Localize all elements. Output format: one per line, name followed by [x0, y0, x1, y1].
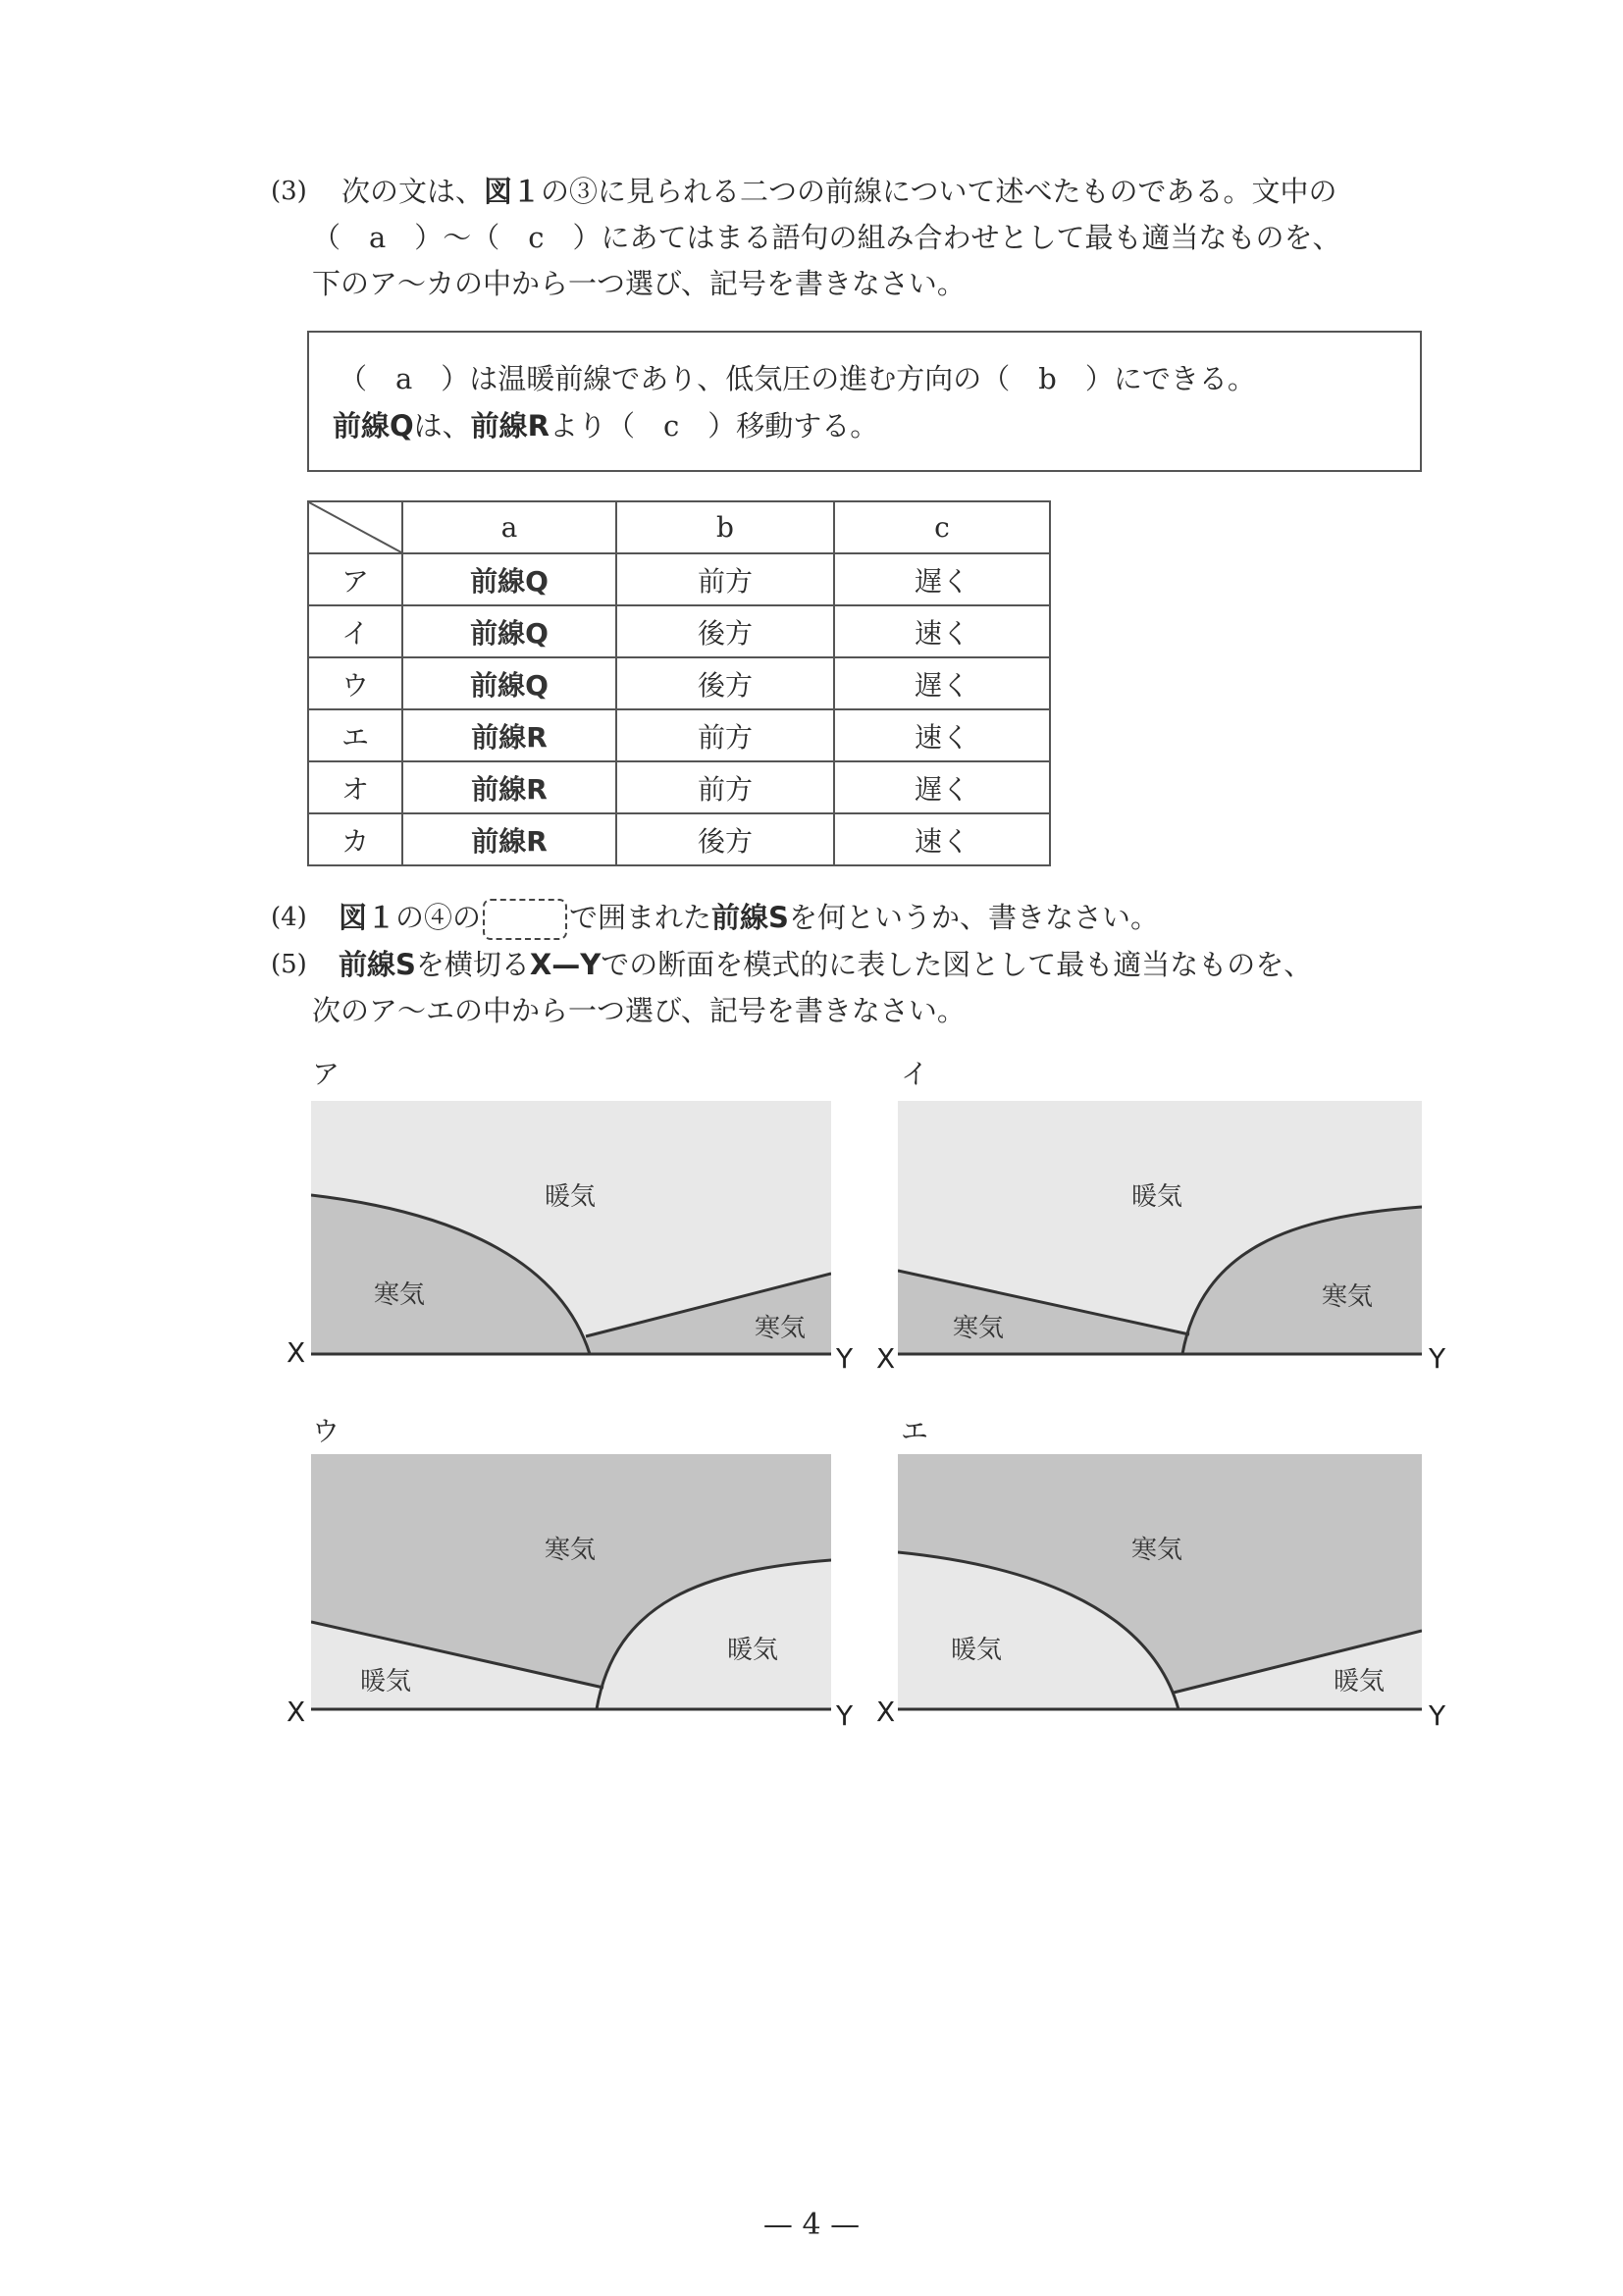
cross-section-e [898, 1454, 1422, 1711]
table-header-row [308, 501, 1050, 553]
row-a: 前線Q [402, 605, 616, 657]
front-r-label: 前線R [470, 409, 550, 443]
figure-label-e: エ [901, 1415, 929, 1447]
row-key: オ [308, 761, 402, 813]
q3-statement-box [307, 331, 1422, 472]
q5-line-1 [339, 945, 1312, 984]
top-region-label: 寒気 [1131, 1536, 1183, 1565]
cross-section-u [311, 1454, 831, 1711]
figure-e [898, 1454, 1422, 1715]
front-s-label: 前線S [711, 901, 789, 934]
figure-i [898, 1101, 1422, 1360]
q3-line1-a: 次の文は、 [341, 175, 485, 208]
table-header-a: a [402, 501, 616, 553]
statement-mid: は、 [413, 409, 471, 443]
x-label-u: X [287, 1696, 306, 1728]
table-header-b: b [616, 501, 834, 553]
q5-xy: X—Y [529, 948, 602, 981]
left-region-label: 暖気 [951, 1636, 1003, 1665]
right-region-label: 暖気 [1334, 1667, 1386, 1696]
diagonal-line [309, 502, 401, 552]
left-region-label: 寒気 [953, 1314, 1005, 1343]
q5-number: (5) [271, 950, 307, 979]
row-c: 遅く [834, 761, 1050, 813]
q5-line-2: 次のア〜エの中から一つ選び、記号を書きなさい。 [312, 994, 966, 1027]
row-a: 前線Q [402, 553, 616, 605]
q5-front-s: 前線S [339, 948, 416, 981]
row-c: 速く [834, 605, 1050, 657]
row-key: カ [308, 813, 402, 865]
q3-fig-ref: 図１ [484, 175, 542, 208]
table-corner-cell [308, 501, 402, 553]
top-region-label: 寒気 [545, 1536, 597, 1565]
cross-section-i [898, 1101, 1422, 1356]
q3-line-1 [341, 172, 1336, 211]
q3-line-3: 下のア〜カの中から一つ選び、記号を書きなさい。 [312, 267, 966, 300]
y-label-u: Y [836, 1699, 854, 1732]
q3-line1-b: の③に見られる二つの前線について述べたものである。文中の [541, 175, 1337, 208]
table-row [308, 605, 1050, 657]
table-row [308, 761, 1050, 813]
statement-end: より（ c ）移動する。 [550, 409, 879, 443]
row-key: ア [308, 553, 402, 605]
left-region-label: 暖気 [360, 1667, 412, 1696]
table-row [308, 813, 1050, 865]
table-row [308, 553, 1050, 605]
table-header-c: c [834, 501, 1050, 553]
page-number: — 4 — [762, 2208, 861, 2242]
row-key: エ [308, 709, 402, 761]
q4-text-c: を何というか、書きなさい。 [788, 901, 1159, 934]
q5-text-a: を横切る [415, 948, 530, 981]
row-a: 前線R [402, 813, 616, 865]
q3-number: (3) [271, 177, 307, 206]
row-key: ウ [308, 657, 402, 709]
x-label-e: X [876, 1696, 896, 1728]
row-c: 遅く [834, 553, 1050, 605]
row-a: 前線R [402, 761, 616, 813]
table-row [308, 657, 1050, 709]
right-region-label: 寒気 [755, 1314, 807, 1343]
x-label-i: X [876, 1342, 896, 1375]
statement-line-1: （ a ）は温暖前線であり、低気圧の進む方向の（ b ）にできる。 [339, 362, 1256, 395]
row-b: 後方 [616, 605, 834, 657]
q3-line-2: （ a ）〜（ c ）にあてはまる語句の組み合わせとして最も適当なものを、 [312, 221, 1341, 254]
figure-label-i: イ [901, 1058, 929, 1090]
right-region-label: 寒気 [1322, 1282, 1374, 1312]
row-c: 速く [834, 813, 1050, 865]
table-row [308, 709, 1050, 761]
row-b: 後方 [616, 813, 834, 865]
q4-fig-ref: 図１ [339, 901, 396, 934]
figure-u [311, 1454, 831, 1715]
top-region-label: 暖気 [545, 1182, 597, 1212]
row-c: 速く [834, 709, 1050, 761]
figure-label-a: ア [312, 1058, 340, 1090]
q4-number: (4) [271, 903, 307, 932]
row-b: 前方 [616, 761, 834, 813]
y-label-e: Y [1429, 1699, 1446, 1732]
y-label-a: Y [836, 1342, 854, 1375]
left-region-label: 寒気 [374, 1280, 426, 1310]
figure-label-u: ウ [312, 1415, 340, 1447]
x-label-a: X [287, 1336, 306, 1369]
q4-text [339, 898, 1159, 940]
statement-line-2 [333, 406, 878, 445]
row-b: 前方 [616, 709, 834, 761]
y-label-i: Y [1429, 1342, 1446, 1375]
front-q-label: 前線Q [333, 409, 414, 443]
row-key: イ [308, 605, 402, 657]
choices-table [307, 500, 1051, 866]
q5-text-b: での断面を模式的に表した図として最も適当なものを、 [601, 948, 1313, 981]
row-b: 前方 [616, 553, 834, 605]
q4-text-b: で囲まれた [569, 901, 712, 934]
row-a: 前線Q [402, 657, 616, 709]
dashed-box-icon [483, 899, 567, 940]
right-region-label: 暖気 [727, 1636, 779, 1665]
row-b: 後方 [616, 657, 834, 709]
top-region-label: 暖気 [1131, 1182, 1183, 1212]
figure-a [311, 1101, 831, 1360]
q4-text-a: の④の [395, 901, 482, 934]
row-c: 遅く [834, 657, 1050, 709]
cross-section-a [311, 1101, 831, 1356]
row-a: 前線R [402, 709, 616, 761]
